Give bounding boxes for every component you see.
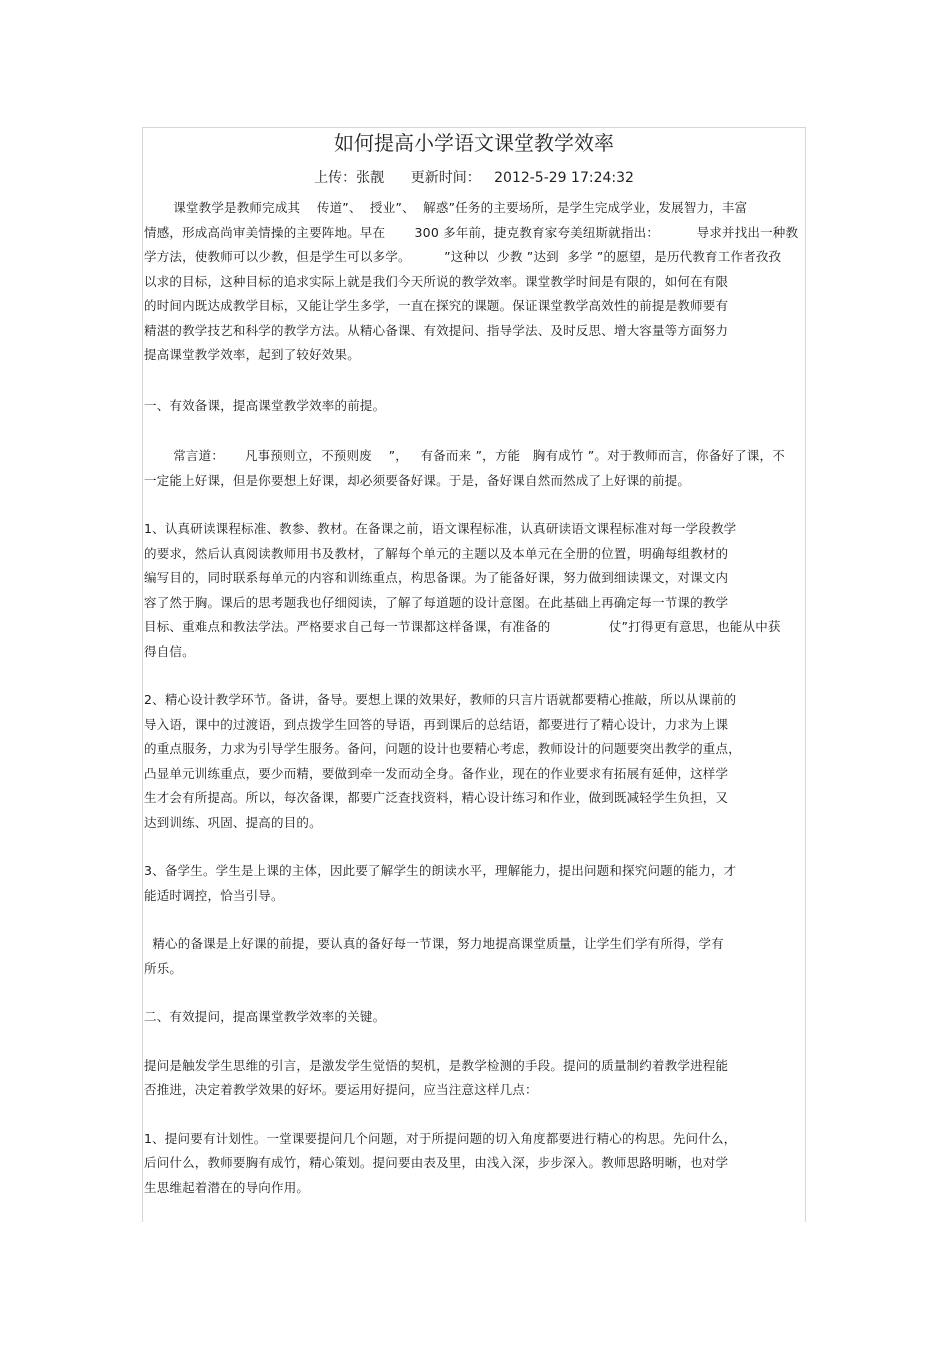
text-line: 容了然于胸。课后的思考题我也仔细阅读，了解了每道题的设计意图。在此基础上再确定每一节课的教学 bbox=[144, 594, 729, 610]
text-line: 生才会有所提高。所以，每次备课，都要广泛查找资料，精心设计练习和作业，做到既减轻学生负担，又 bbox=[144, 790, 729, 805]
text-line: 后问什么，教师要胸有成竹，精心策划。提问要由表及里，由浅入深，步步深入。教师思路明晰，也对学 bbox=[144, 1155, 729, 1170]
text-line: 3、备学生。学生是上课的主体，因此要了解学生的朗读水平，理解能力，提出问题和探究问题的能力，才 bbox=[144, 863, 737, 878]
text-line: 课堂教学是教师完成其 传道”、 授业”、 解惑”任务的主要场所，是学生完成学业，发展智力，丰富 bbox=[144, 200, 748, 215]
text-line: 得自信。 bbox=[144, 643, 195, 659]
text-line: 精心的备课是上好课的前提，要认真的备好每一节课，努力地提高课堂质量，让学生们学有所得，学有 bbox=[144, 936, 724, 951]
paragraph-point-1 bbox=[144, 517, 794, 664]
text-line: 一、有效备课，提高课堂教学效率的前提。 bbox=[144, 397, 386, 413]
text-line: 能适时调控，恰当引导。 bbox=[144, 887, 284, 903]
text-line: 所乐。 bbox=[144, 960, 183, 976]
section-heading-2 bbox=[144, 1005, 794, 1030]
text-line: 的重点服务，力求为引导学生服务。备问，问题的设计也要精心考虑，教师设计的问题要突出教学的重点， bbox=[144, 741, 741, 756]
text-line: 生思维起着潜在的导向作用。 bbox=[144, 1179, 310, 1195]
text-line: 常言道： 凡事预则立，不预则废 ”， 有备而来 ”，方能 胸有成竹 ”。对于教师而言，你备好了课，不 bbox=[144, 448, 785, 463]
text-line: 提高课堂教学效率，起到了较好效果。 bbox=[144, 347, 360, 362]
text-line: 2、精心设计教学环节。备讲，备导。要想上课的效果好，教师的只言片语就都要精心推敲，所以从课前的 bbox=[144, 692, 737, 707]
paragraph-point-3 bbox=[144, 859, 794, 908]
text-line: 的时间内既达成教学目标，又能让学生多学，一直在探究的课题。保证课堂教学高效性的前提是教师要有 bbox=[144, 298, 729, 313]
paragraph-summary-1 bbox=[144, 932, 794, 981]
text-line: 精湛的教学技艺和科学的教学方法。从精心备课、有效提问、指导学法、及时反思、增大容量等方面努力 bbox=[144, 322, 729, 338]
text-line: 以求的目标，这种目标的追求实际上就是我们今天所说的教学效率。课堂教学时间是有限的，如何在有限 bbox=[144, 273, 729, 289]
text-line: 二、有效提问，提高课堂教学效率的关键。 bbox=[144, 1009, 386, 1024]
text-line: 的要求，然后认真阅读教师用书及教材，了解每个单元的主题以及本单元在全册的位置，明确每组教材的 bbox=[144, 545, 729, 561]
paragraph-point-2 bbox=[144, 688, 794, 835]
text-line: 编写目的，同时联系每单元的内容和训练重点，构思备课。为了能备好课，努力做到细读课文，对课文内 bbox=[144, 570, 729, 585]
text-line: 一定能上好课，但是你要想上好课，却必须要备好课。于是，备好课自然而然成了上好课的前提。 bbox=[144, 472, 691, 488]
text-line: 学方法，使教师可以少教，但是学生可以多学。 ”这种以 少教 ”达到 多学 ”的愿望，是历代教育工作者孜孜 bbox=[144, 249, 782, 264]
upload-meta: 上传：张靓 更新时间： 2012-5-29 17:24:32 bbox=[314, 170, 634, 186]
text-line: 1、提问要有计划性。一堂课要提问几个问题，对于所提问题的切入角度都要进行精心的构思。先问什么， bbox=[144, 1130, 737, 1146]
text-line: 1、认真研读课程标准、教参、教材。在备课之前，语文课程标准，认真研读语文课程标准对每一学段教学 bbox=[144, 521, 737, 536]
paragraph-proverb bbox=[144, 444, 794, 493]
text-line: 目标、重难点和教法学法。严格要求自己每一节课都这样备课，有准备的 仗”打得更有意思，也能从中获 bbox=[144, 619, 781, 634]
paragraph-questioning-intro bbox=[144, 1054, 794, 1103]
text-line: 达到训练、巩固、提高的目的。 bbox=[144, 814, 322, 830]
section-heading-1 bbox=[144, 394, 794, 419]
paragraph-question-point-1 bbox=[144, 1127, 794, 1201]
text-line: 情感，形成高尚审美情操的主要阵地。早在 300 多年前，捷克教育家夸美纽斯就指出： 导求并找出一种教 bbox=[144, 224, 799, 240]
paragraph-intro bbox=[144, 196, 799, 368]
page-title: 如何提高小学语文课堂教学效率 bbox=[334, 131, 614, 155]
text-line: 凸显单元训练重点，要少而精，要做到牵一发而动全身。备作业，现在的作业要求有拓展有延伸，这样学 bbox=[144, 765, 729, 781]
article-body bbox=[144, 196, 799, 1200]
text-line: 提问是触发学生思维的引言，是激发学生觉悟的契机，是教学检测的手段。提问的质量制约着教学进程能 bbox=[144, 1057, 729, 1073]
text-line: 否推进，决定着教学效果的好坏。要运用好提问，应当注意这样几点： bbox=[144, 1082, 538, 1097]
text-line: 导入语，课中的过渡语，到点拨学生回答的导语，再到课后的总结语，都要进行了精心设计，力求为上课 bbox=[144, 716, 729, 732]
